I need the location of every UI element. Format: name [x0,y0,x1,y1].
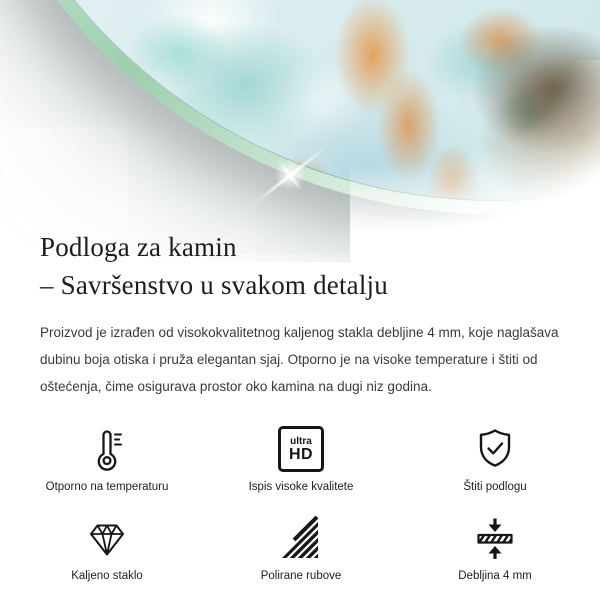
thickness-icon [472,515,518,561]
feature-label: Ispis visoke kvalitete [248,481,354,493]
title-line-2: – Savršenstvo u svakom detalju [40,270,388,300]
feature-protection [398,426,592,493]
feature-print-quality [204,426,398,493]
feature-label: Polirane rubove [260,570,342,582]
feature-grid [10,426,592,582]
feature-tempered-glass [10,515,204,582]
thermometer-icon [84,426,130,472]
shield-check-icon [472,426,518,472]
ultra-hd-icon: ultra HD [278,426,324,472]
title-line-1: Podloga za kamin [40,232,237,262]
feature-label: Otporno na temperaturu [45,481,169,493]
feature-label: Kaljeno staklo [71,570,143,582]
diamond-icon [84,515,130,561]
feature-thickness [398,515,592,582]
feature-temperature [10,426,204,493]
feature-label: Štiti podlogu [463,481,527,493]
polished-edges-icon [278,515,324,561]
feature-label: Debljina 4 mm [458,570,532,582]
feature-polished-edges [204,515,398,582]
product-description-text: Proizvod je izrađen od visokokvalitetnog kaljenog stakla debljine 4 mm, koje naglašava dubinu boja otiska i pruža elegantan sjaj. Otporno je na visoke temperature i štiti od oštećenja, čime osigurava prostor oko kamina na dugi niz godina. [40,325,559,394]
page-title [40,228,570,304]
